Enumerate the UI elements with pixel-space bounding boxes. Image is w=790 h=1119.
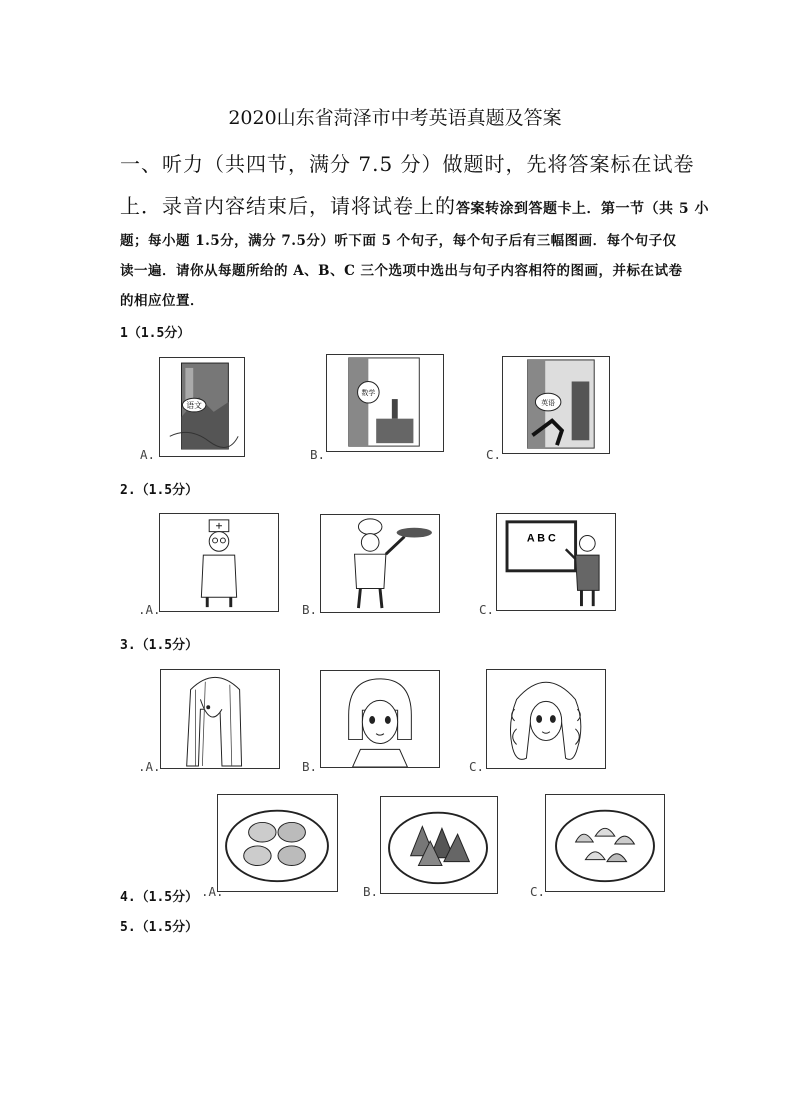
book-title-english: 英语	[541, 399, 556, 407]
q3-option-b-label: B.	[302, 759, 318, 774]
long-straight-hair-girl-picture[interactable]	[160, 669, 280, 769]
section-heading-line2-part2: 答案转涂到答题卡上．第一节（共 5 小	[456, 201, 709, 217]
question-3-label: 3.（1.5分）	[120, 638, 199, 653]
instructions-line1: 题；每小题 1.5分，满分 7.5分）听下面 5 个句子，每个句子后有三幅图画．每个句子仅	[120, 233, 677, 249]
q1-option-c-label: C.	[486, 447, 502, 462]
q4-option-a-label: .A.	[201, 884, 224, 899]
dumplings-picture[interactable]	[545, 794, 665, 892]
question-2-label: 2.（1.5分）	[120, 483, 199, 498]
math-textbook-picture[interactable]	[326, 354, 444, 452]
english-textbook-picture[interactable]	[502, 356, 610, 454]
zongzi-picture[interactable]	[380, 796, 498, 894]
short-hair-girl-picture[interactable]	[320, 670, 440, 768]
q1-option-a-label: A.	[140, 447, 156, 462]
section-heading-line2	[120, 190, 709, 219]
doctor-picture[interactable]	[159, 513, 279, 612]
book-title-math: 数学	[361, 389, 376, 398]
instructions-line2: 读一遍．请你从每题所给的 A、B、C 三个选项中选出与句子内容相符的图画，并标在试卷	[120, 263, 683, 279]
chef-picture[interactable]	[320, 514, 440, 613]
section-heading-line1: 一、听力（共四节，满分 7.5 分）做题时，先将答案标在试卷	[120, 152, 695, 176]
book-title-chinese: 语文	[186, 400, 202, 410]
q2-option-a-label: .A.	[138, 602, 161, 617]
q3-option-a-label: .A.	[138, 759, 161, 774]
instructions-line3: 的相应位置．	[120, 293, 204, 309]
question-5-label: 5.（1.5分）	[120, 920, 199, 935]
teacher-picture[interactable]	[496, 513, 616, 611]
section-heading-line2-part1: 上．录音内容结束后，请将试卷上的	[120, 194, 456, 218]
q2-option-b-label: B.	[302, 602, 318, 617]
page-title: 2020山东省菏泽市中考英语真题及答案	[228, 107, 562, 129]
q2-option-c-label: C.	[479, 602, 495, 617]
blackboard-text: A B C	[526, 532, 556, 545]
q4-option-b-label: B.	[363, 884, 379, 899]
question-1-label: 1（1.5分）	[120, 326, 191, 341]
question-4-label: 4.（1.5分）	[120, 890, 199, 905]
curly-hair-girl-picture[interactable]	[486, 669, 606, 769]
q1-option-b-label: B.	[310, 447, 326, 462]
q4-option-c-label: C.	[530, 884, 546, 899]
mooncakes-picture[interactable]	[217, 794, 338, 892]
chinese-textbook-picture[interactable]	[159, 357, 245, 457]
q3-option-c-label: C.	[469, 759, 485, 774]
